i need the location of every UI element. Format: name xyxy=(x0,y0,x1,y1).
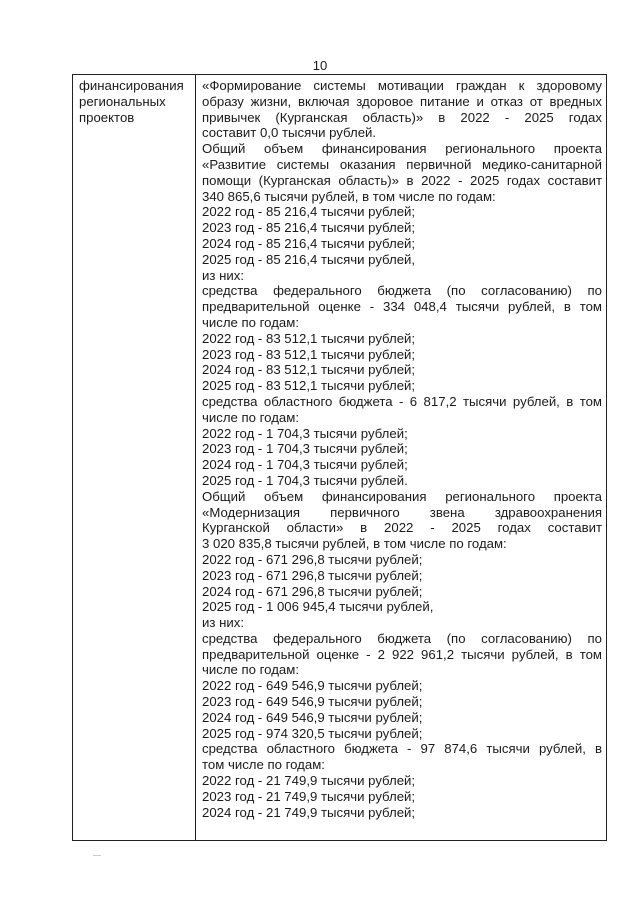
text-line: 2022 год - 671 296,8 тысячи рублей; xyxy=(202,551,423,567)
text-line: привычек (Курганская область)» в 2022 - 2025 годах xyxy=(202,109,602,125)
text-line: 2023 год - 85 216,4 тысячи рублей; xyxy=(202,220,416,236)
text-line: 2025 год - 974 320,5 тысячи рублей; xyxy=(202,725,423,741)
text-line: 2022 год - 21 749,9 тысячи рублей; xyxy=(202,773,416,789)
text-line: том числе по годам: xyxy=(202,757,325,773)
text-line: «Формирование системы мотивации граждан к здоровому xyxy=(202,78,602,93)
text-line: Общий объем финансирования регионального проекта xyxy=(202,141,602,157)
text-line: из них: xyxy=(202,615,244,631)
table-right-cell xyxy=(202,78,602,820)
text-line: 2022 год - 83 512,1 тысячи рублей; xyxy=(202,330,416,346)
scan-mark xyxy=(93,855,101,856)
text-line: числе по годам: xyxy=(202,409,299,425)
text-line: 2023 год - 649 546,9 тысячи рублей; xyxy=(202,694,423,710)
budget-table xyxy=(72,74,607,841)
text-line: средства федерального бюджета (по согласованию) по xyxy=(202,630,602,646)
text-line: 2024 год - 85 216,4 тысячи рублей; xyxy=(202,235,416,251)
text-line: 2024 год - 83 512,1 тысячи рублей; xyxy=(202,362,416,378)
text-line: предварительной оценке - 334 048,4 тысячи рублей, в том xyxy=(202,299,602,315)
text-line: 2024 год - 671 296,8 тысячи рублей; xyxy=(202,583,423,599)
text-line: 2024 год - 21 749,9 тысячи рублей; xyxy=(202,804,416,820)
text-line: числе по годам: xyxy=(202,314,299,330)
text-line: числе по годам: xyxy=(202,662,299,678)
text-line: 2022 год - 85 216,4 тысячи рублей; xyxy=(202,204,416,220)
text-line: 340 865,6 тысячи рублей, в том числе по годам: xyxy=(202,188,496,204)
text-line: 2023 год - 83 512,1 тысячи рублей; xyxy=(202,346,416,362)
text-line: 2024 год - 1 704,3 тысячи рублей; xyxy=(202,457,408,473)
text-line: 2024 год - 649 546,9 тысячи рублей; xyxy=(202,709,423,725)
text-line: средства федерального бюджета (по согласованию) по xyxy=(202,283,602,299)
text-line: 2025 год - 1 006 945,4 тысячи рублей, xyxy=(202,599,434,615)
text-line: «Развитие системы оказания первичной медико-санитарной xyxy=(202,156,602,172)
left-cell-line: проектов xyxy=(79,109,135,125)
text-line: 2025 год - 85 216,4 тысячи рублей, xyxy=(202,251,416,267)
text-line: Курганской области» в 2022 - 2025 годах составит xyxy=(202,520,602,536)
page-number: 10 xyxy=(312,58,328,73)
text-line: средства областного бюджета - 6 817,2 тысячи рублей, в том xyxy=(202,393,602,409)
text-line: 2023 год - 1 704,3 тысячи рублей; xyxy=(202,441,408,457)
text-line: Общий объем финансирования регионального проекта xyxy=(202,488,602,504)
text-line: составит 0,0 тысячи рублей. xyxy=(202,125,377,141)
text-line: 3 020 835,8 тысячи рублей, в том числе по годам: xyxy=(202,536,507,552)
column-divider xyxy=(195,75,196,840)
text-line: образу жизни, включая здоровое питание и отказ от вредных xyxy=(202,93,602,109)
text-line: предварительной оценке - 2 922 961,2 тысячи рублей, в том xyxy=(202,646,602,662)
left-cell-line: финансирования xyxy=(79,78,184,93)
text-line: 2025 год - 83 512,1 тысячи рублей; xyxy=(202,378,416,394)
text-line: «Модернизация первичного звена здравоохранения xyxy=(202,504,602,520)
text-line: 2022 год - 1 704,3 тысячи рублей; xyxy=(202,425,408,441)
text-line: 2023 год - 671 296,8 тысячи рублей; xyxy=(202,567,423,583)
left-cell-line: региональных xyxy=(79,93,166,109)
text-line: средства областного бюджета - 97 874,6 тысячи рублей, в xyxy=(202,741,602,757)
text-line: 2022 год - 649 546,9 тысячи рублей; xyxy=(202,678,423,694)
text-line: помощи (Курганская область)» в 2022 - 2025 годах составит xyxy=(202,172,602,188)
text-line: 2023 год - 21 749,9 тысячи рублей; xyxy=(202,788,416,804)
text-line: из них: xyxy=(202,267,244,283)
table-left-cell xyxy=(79,78,191,125)
text-line: 2025 год - 1 704,3 тысячи рублей. xyxy=(202,472,408,488)
